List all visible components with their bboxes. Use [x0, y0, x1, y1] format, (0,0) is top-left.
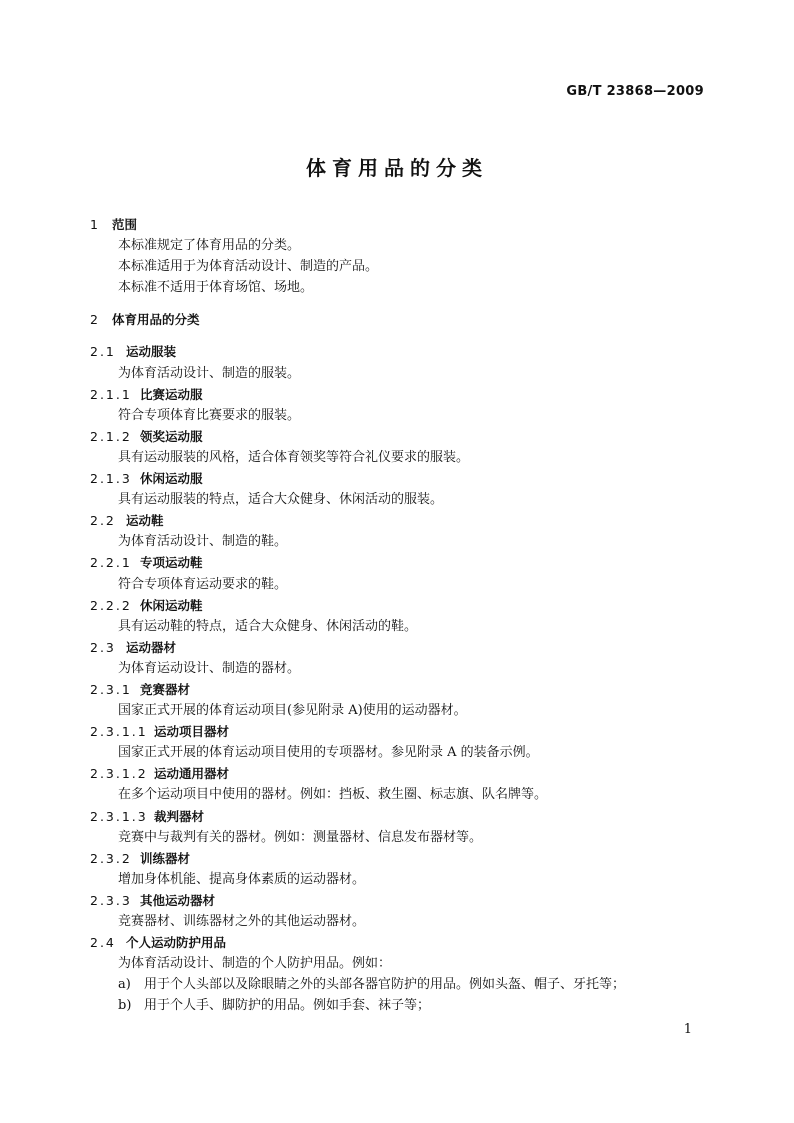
section-title: 体育用品的分类	[112, 312, 200, 328]
list-item	[90, 995, 710, 1016]
section-heading	[90, 552, 710, 573]
section-number: 2.2.2	[90, 597, 132, 613]
section-title: 运动鞋	[126, 513, 164, 529]
section-heading	[90, 890, 710, 911]
section-number: 2.3.1	[90, 681, 132, 697]
section-heading	[90, 214, 710, 235]
section-number: 2.1.2	[90, 428, 132, 444]
list-item-text: 用于个人头部以及除眼睛之外的头部各器官防护的用品。例如头盔、帽子、牙托等；	[144, 977, 626, 993]
section-title: 比赛运动服	[140, 386, 203, 402]
section-heading	[90, 426, 710, 447]
document-body	[90, 214, 710, 1016]
list-item-text: 用于个人手、脚防护的用品。例如手套、袜子等；	[144, 998, 431, 1014]
section-heading	[90, 595, 710, 616]
section-heading	[90, 932, 710, 953]
paragraph: 具有运动鞋的特点，适合大众健身、休闲活动的鞋。	[118, 618, 418, 634]
list-item-marker: b)	[118, 998, 132, 1014]
paragraph: 为体育活动设计、制造的服装。	[118, 365, 301, 381]
section-heading	[90, 637, 710, 658]
section-number: 2.1	[90, 344, 116, 360]
section-number: 2.4	[90, 935, 116, 951]
section-heading	[90, 468, 710, 489]
section-title: 竞赛器材	[140, 681, 191, 697]
section-heading	[90, 721, 710, 742]
section-number: 2.3.2	[90, 850, 132, 866]
paragraph: 为体育活动设计、制造的鞋。	[118, 534, 288, 550]
section-number: 2.1.3	[90, 471, 132, 487]
section-title: 运动器材	[126, 639, 177, 655]
section-heading	[90, 341, 710, 362]
list-item-marker: a)	[118, 977, 131, 993]
section-heading	[90, 848, 710, 869]
section-title: 运动通用器材	[154, 766, 230, 782]
section-title: 其他运动器材	[140, 892, 216, 908]
section-title: 领奖运动服	[140, 428, 203, 444]
paragraph: 具有运动服装的特点，适合大众健身、休闲活动的服装。	[118, 492, 444, 508]
list-item	[90, 974, 710, 995]
page-number: 1	[683, 1022, 692, 1037]
section-title: 训练器材	[140, 850, 191, 866]
section-number: 2.3.1.2	[90, 766, 148, 782]
section-number: 2.2.1	[90, 555, 132, 571]
section-number: 2.3.3	[90, 892, 132, 908]
section-title: 个人运动防护用品	[126, 935, 227, 951]
section-number: 2.3.1.3	[90, 808, 148, 824]
section-number: 2.3.1.1	[90, 724, 148, 740]
paragraph: 国家正式开展的体育运动项目使用的专项器材。参见附录 A 的装备示例。	[118, 745, 539, 761]
standard-code: GB/T 23868—2009	[566, 84, 704, 99]
paragraph: 为体育活动设计、制造的个人防护用品。例如：	[118, 956, 392, 972]
section-title: 休闲运动服	[140, 471, 203, 487]
section-heading	[90, 384, 710, 405]
paragraph: 本标准规定了体育用品的分类。	[118, 238, 301, 254]
paragraph: 增加身体机能、提高身体素质的运动器材。	[118, 871, 366, 887]
section-heading	[90, 679, 710, 700]
section-number: 2.3	[90, 639, 116, 655]
section-title: 专项运动鞋	[140, 555, 203, 571]
paragraph: 竞赛器材、训练器材之外的其他运动器材。	[118, 914, 366, 929]
paragraph: 在多个运动项目中使用的器材。例如：挡板、救生圈、标志旗、队名牌等。	[118, 787, 548, 803]
section-title: 休闲运动鞋	[140, 597, 203, 613]
paragraph: 竞赛中与裁判有关的器材。例如：测量器材、信息发布器材等。	[118, 829, 483, 845]
paragraph: 为体育运动设计、制造的器材。	[118, 660, 301, 676]
section-number: 2.2	[90, 513, 116, 529]
section-heading	[90, 806, 710, 827]
paragraph: 具有运动服装的风格，适合体育领奖等符合礼仪要求的服装。	[118, 449, 470, 465]
paragraph: 符合专项体育运动要求的鞋。	[118, 576, 288, 592]
section-title: 范围	[112, 217, 138, 232]
paragraph: 本标准适用于为体育活动设计、制造的产品。	[118, 259, 379, 275]
paragraph: 符合专项体育比赛要求的服装。	[118, 407, 301, 423]
section-number: 2	[90, 312, 100, 328]
section-number: 1	[90, 217, 100, 232]
section-title: 运动项目器材	[154, 724, 230, 740]
section-number: 2.1.1	[90, 386, 132, 402]
section-heading	[90, 763, 710, 784]
document-title: 体育用品的分类	[306, 156, 488, 180]
section-heading	[90, 309, 710, 330]
paragraph: 本标准不适用于体育场馆、场地。	[118, 280, 314, 296]
paragraph: 国家正式开展的体育运动项目(参见附录 A)使用的运动器材。	[118, 703, 467, 719]
section-title: 运动服装	[126, 344, 177, 360]
section-heading	[90, 510, 710, 531]
section-title: 裁判器材	[154, 808, 205, 824]
